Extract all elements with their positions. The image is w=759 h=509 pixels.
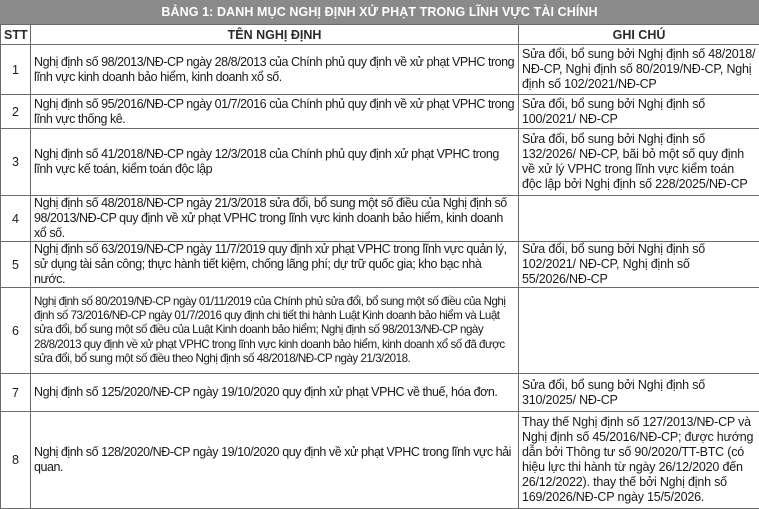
row-stt: 6 [1, 288, 31, 374]
table-row [1, 242, 759, 288]
table-row [1, 95, 759, 129]
row-name: Nghị định số 63/2019/NĐ-CP ngày 11/7/2019 quy định xử phạt VPHC trong lĩnh vực quản lý, sử dụng tài sản công; thực hành tiết kiệm, chống lãng phí; dự trữ quốc gia; kho bạc nhà nước. [31, 242, 519, 288]
decree-table [0, 24, 759, 509]
row-stt: 8 [1, 412, 31, 509]
row-name: Nghị định số 48/2018/NĐ-CP ngày 21/3/2018 sửa đổi, bổ sung một số điều của Nghị định số 98/2013/NĐ-CP quy định về xử phạt VPHC trong lĩnh vực kinh doanh bảo hiểm, kinh doanh xổ số. [31, 196, 519, 242]
row-stt: 4 [1, 196, 31, 242]
row-note: Sửa đổi, bổ sung bởi Nghị định số 132/2026/ NĐ-CP, bãi bỏ một số quy định về xử lý VPHC trong lĩnh vực kiểm toán độc lập bởi Nghị định số 228/2025/NĐ-CP [519, 129, 759, 196]
row-name: Nghị định số 80/2019/NĐ-CP ngày 01/11/2019 của Chính phủ sửa đổi, bổ sung một số điều của Nghị định số 73/2016/NĐ-CP ngày 01/7/2016 quy định chi tiết thi hành Luật Kinh doanh bảo hiểm và Luật sửa đổi, bổ sung một số điều của Luật Kinh doanh bảo hiểm; Nghị định số 98/2013/NĐ-CP ngày 28/8/2013 quy định về xử phạt VPHC trong lĩnh vực kinh doanh bảo hiểm, kinh doanh xổ số đã được sửa đổi, bổ sung một số điều theo Nghị định số 48/2018/NĐ-CP ngày 21/3/2018. [31, 288, 519, 374]
row-name: Nghị định số 41/2018/NĐ-CP ngày 12/3/2018 của Chính phủ quy định xử phạt VPHC trong lĩnh vực kế toán, kiểm toán độc lập [31, 129, 519, 196]
row-note: Thay thế Nghị định số 127/2013/NĐ-CP và Nghị định số 45/2016/NĐ-CP; được hướng dẫn bởi Thông tư số 90/2020/TT-BTC (có hiệu lực thi hành từ ngày 26/12/2020 đến 26/12/2022). thay thế bởi Nghị định số 169/2026/NĐ-CP ngày 15/5/2026. [519, 412, 759, 509]
row-name: Nghị định số 98/2013/NĐ-CP ngày 28/8/2013 của Chính phủ quy định về xử phạt VPHC trong lĩnh vực kinh doanh bảo hiểm, kinh doanh xổ số. [31, 45, 519, 95]
table-row [1, 288, 759, 374]
table-row [1, 45, 759, 95]
row-stt: 7 [1, 374, 31, 412]
table-header-row [1, 25, 759, 45]
table-row [1, 129, 759, 196]
table-title: BẢNG 1: DANH MỤC NGHỊ ĐỊNH XỬ PHẠT TRONG LĨNH VỰC TÀI CHÍNH [0, 0, 759, 24]
header-note: GHI CHÚ [519, 25, 759, 45]
table-row [1, 412, 759, 509]
table-row [1, 196, 759, 242]
row-note [519, 196, 759, 242]
row-note: Sửa đổi, bổ sung bởi Nghị định số 310/2025/ NĐ-CP [519, 374, 759, 412]
header-name: TÊN NGHỊ ĐỊNH [31, 25, 519, 45]
row-name: Nghị định số 95/2016/NĐ-CP ngày 01/7/2016 của Chính phủ quy định về xử phạt VPHC trong lĩnh vực thống kê. [31, 95, 519, 129]
row-note: Sửa đổi, bổ sung bởi Nghị định số 102/2021/ NĐ-CP, Nghị định số 55/2026/NĐ-CP [519, 242, 759, 288]
table-row [1, 374, 759, 412]
row-stt: 2 [1, 95, 31, 129]
row-note: Sửa đổi, bổ sung bởi Nghị định số 48/2018/ NĐ-CP, Nghị định số 80/2019/NĐ-CP, Nghị định số 102/2021/NĐ-CP [519, 45, 759, 95]
row-note: Sửa đổi, bổ sung bởi Nghị định số 100/2021/ NĐ-CP [519, 95, 759, 129]
row-note [519, 288, 759, 374]
header-stt: STT [1, 25, 31, 45]
row-stt: 1 [1, 45, 31, 95]
row-stt: 3 [1, 129, 31, 196]
row-stt: 5 [1, 242, 31, 288]
row-name: Nghị định số 125/2020/NĐ-CP ngày 19/10/2020 quy định xử phạt VPHC về thuế, hóa đơn. [31, 374, 519, 412]
row-name: Nghị định số 128/2020/NĐ-CP ngày 19/10/2020 quy định về xử phạt VPHC trong lĩnh vực hải quan. [31, 412, 519, 509]
